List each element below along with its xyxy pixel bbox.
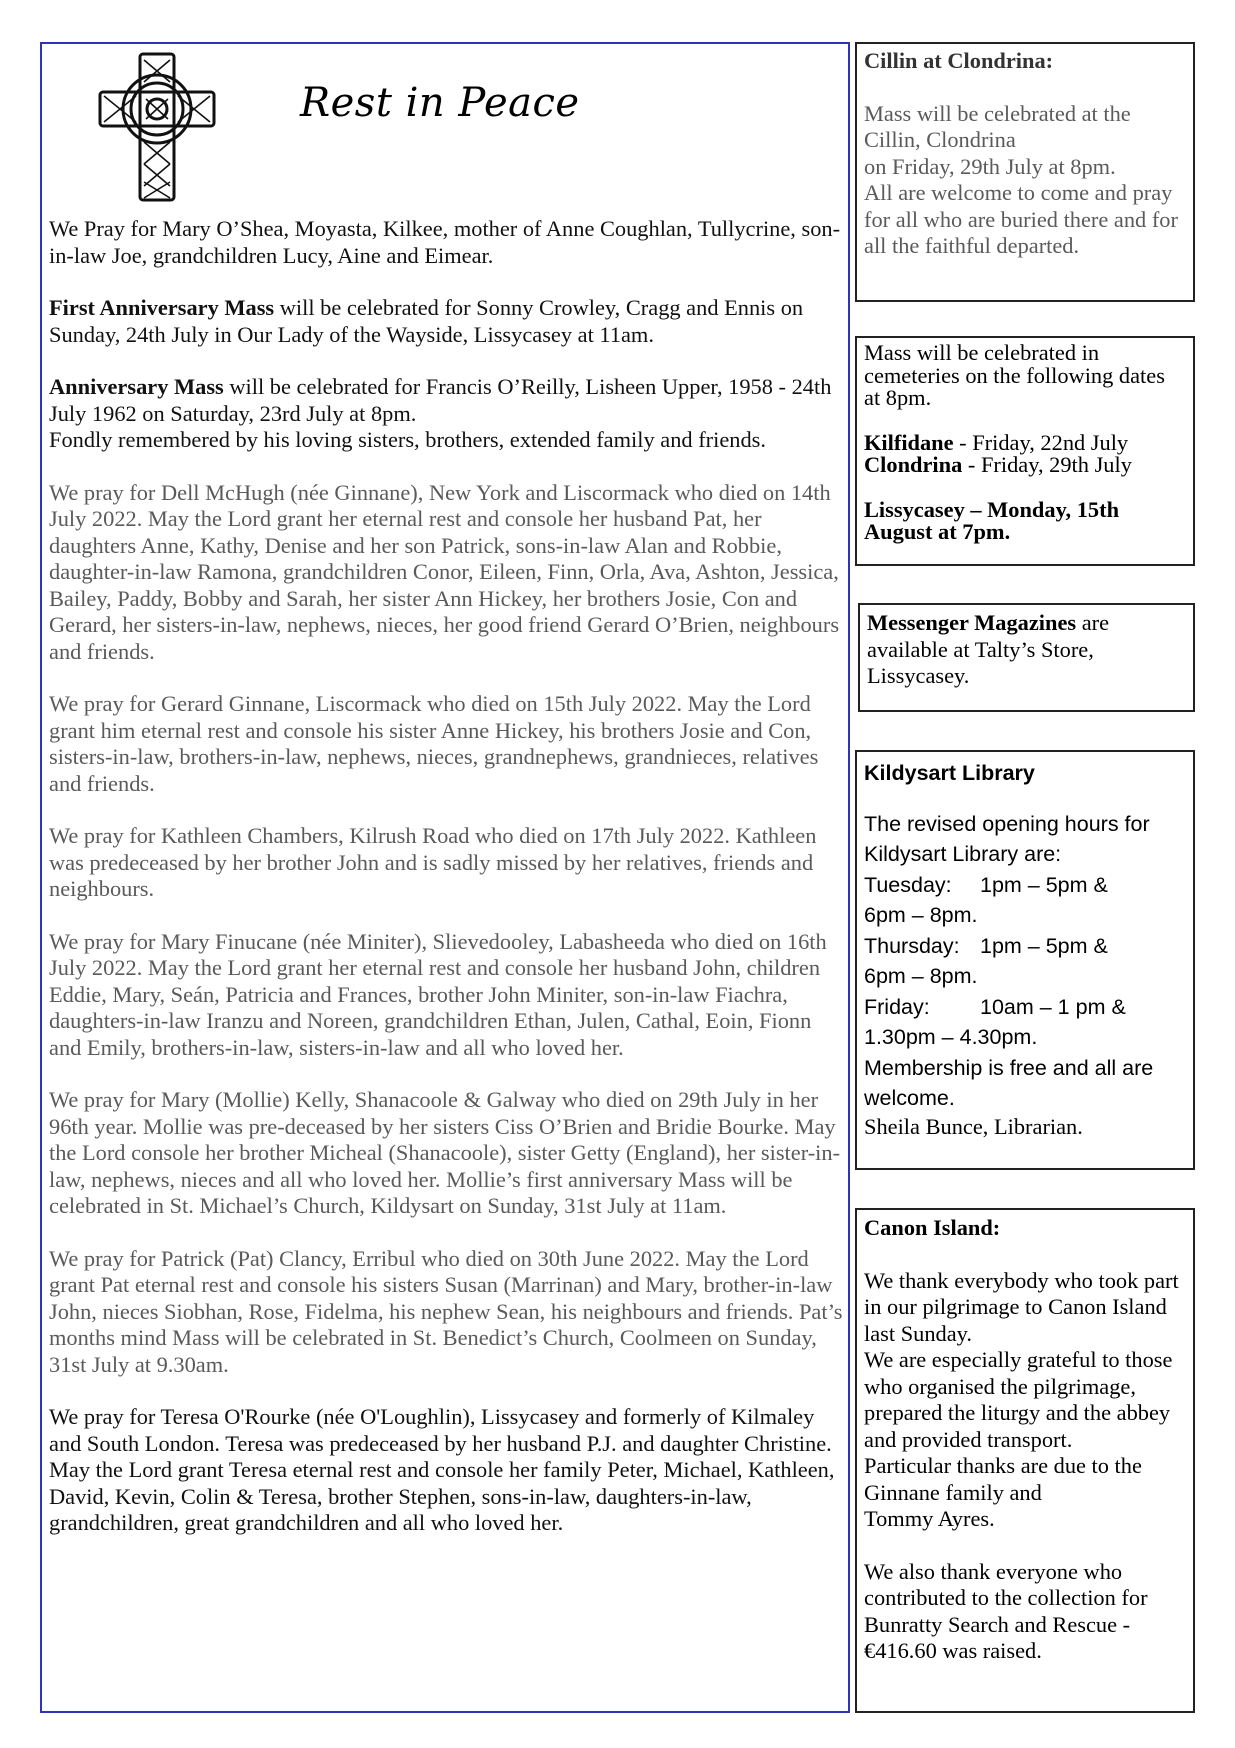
notice-mary-oshea: We Pray for Mary O’Shea, Moyasta, Kilkee, mother of Anne Coughlan, Tullycrine, son-in-law Joe, grandchildren Lucy, Aine and Eimear. (49, 216, 841, 268)
canon-island-box (855, 1208, 1195, 1713)
cemetery-date: - Friday, 22nd July (953, 429, 1129, 455)
day-label: Thursday: (864, 933, 960, 958)
notice-text: Fondly remembered by his loving sisters, brothers, extended family and friends. (49, 427, 766, 452)
cemetery-date: - Friday, 29th July (962, 452, 1132, 477)
cemetery-name: Kilfidane (864, 429, 954, 455)
library-heading: Kildysart Library (864, 761, 1035, 785)
library-membership: Membership is free and all are welcome. (864, 1055, 1154, 1110)
notice-kathleen-chambers: We pray for Kathleen Chambers, Kilrush Road who died on 17th July 2022. Kathleen was predeceased by her brother John and is sadly missed by her relatives, friends and neighbours. (49, 823, 817, 901)
library-box (855, 750, 1195, 1170)
hours: 1pm – 5pm & (980, 872, 1108, 897)
messenger-box (858, 603, 1195, 712)
cillin-text: Mass will be celebrated at the Cillin, Clondrina (864, 100, 1131, 152)
cemetery-name: Lissycasey – Monday, 15th August at 7pm. (864, 496, 1120, 544)
canon-text: We are especially grateful to those who organised the pilgrimage, prepared the liturgy and the abbey and provided transport. (864, 1347, 1173, 1452)
canon-text: We thank everybody who took part in our pilgrimage to Canon Island last Sunday. (864, 1267, 1179, 1346)
cillin-heading: Cillin at Clondrina: (864, 48, 1054, 73)
library-friday (864, 992, 1186, 1023)
cillin-text: All are welcome to come and pray for all who are buried there and for all the faithful departed. (864, 180, 1178, 258)
canon-heading: Canon Island: (864, 1215, 1001, 1240)
notice-bold: First Anniversary Mass (49, 295, 275, 320)
notice-teresa-orourke: We pray for Teresa O'Rourke (née O'Loughlin), Lissycasey and formerly of Kilmaley and South London. Teresa was predeceased by her husband P.J. and daughter Christine. May the Lord grant Teresa eternal rest and console her family Peter, Michael, Kathleen, David, Kevin, Colin & Teresa, brother Stephen, sons-in-law, daughters-in-law, grandchildren, great grandchildren and all who loved her. (49, 1404, 835, 1535)
messenger-title: Messenger Magazines (867, 610, 1077, 635)
notice-text: will be celebrated for Francis O’Reilly, Lisheen Upper, 1958 - 24th July 1962 on Saturday, 23rd July at 8pm. (49, 374, 832, 426)
messenger-info: are available at Talty’s Store, Lissycasey. (867, 610, 1110, 688)
hours: 10am – 1 pm & (980, 994, 1126, 1019)
canon-text: Particular thanks are due to the Ginnane family and (864, 1453, 1142, 1505)
canon-text: We also thank everyone who contributed to the collection for Bunratty Search and Rescue - €416.60 was raised. (864, 1558, 1148, 1663)
cemeteries-intro: Mass will be celebrated in cemeteries on the following dates at 8pm. (864, 340, 1165, 410)
library-friday-2: 1.30pm – 4.30pm. (864, 1025, 1038, 1049)
cemetery-kilfidane (864, 429, 1186, 455)
notice-first-anniversary (49, 295, 844, 348)
library-tuesday (864, 870, 1186, 901)
notices-text (49, 216, 844, 1563)
hours: 1pm – 5pm & (980, 933, 1108, 958)
notice-text: will be celebrated for Sonny Crowley, Cragg and Ennis on Sunday, 24th July in Our Lady of the Wayside, Lissycasey at 11am. (49, 295, 804, 347)
cemetery-lissycasey (864, 496, 1186, 544)
notice-bold: Anniversary Mass (49, 374, 224, 399)
cemetery-clondrina (864, 454, 1186, 477)
library-signature: Sheila Bunce, Librarian. (864, 1113, 1083, 1139)
notice-pat-clancy: We pray for Patrick (Pat) Clancy, Erribul who died on 30th June 2022. May the Lord grant Pat eternal rest and console his sisters Susan (Marrinan) and Mary, brother-in-law John, nieces Siobhan, Rose, Fidelma, his nephew Sean, his neighbours and friends. Pat’s months mind Mass will be celebrated in St. Benedict’s Church, Coolmeen on Sunday, 31st July at 9.30am. (49, 1245, 843, 1377)
canon-text: Tommy Ayres. (864, 1506, 995, 1531)
day-label: Tuesday: (864, 872, 952, 897)
notice-mollie-kelly: We pray for Mary (Mollie) Kelly, Shanacoole & Galway who died on 29th July in her 96th year. Mollie was pre-deceased by her sisters Ciss O’Brien and Bridie Bourke. May the Lord console her brother Micheal (Shanacoole), sister Getty (England), her sister-in-law, nephews, nieces and all who loved her. Mollie’s first anniversary Mass will be celebrated in St. Michael’s Church, Kildysart on Sunday, 31st July at 11am. (49, 1087, 841, 1218)
notice-dell-mchugh: We pray for Dell McHugh (née Ginnane), New York and Liscormack who died on 14th July 2022. May the Lord grant her eternal rest and console her husband Pat, her daughters Anne, Kathy, Denise and her son Patrick, sons-in-law Alan and Robbie, daughter-in-law Ramona, grandchildren Conor, Eileen, Finn, Orla, Ava, Ashton, Jessica, Bailey, Paddy, Bobby and Sarah, her sister Ann Hickey, her brothers Josie, Con and Gerard, her sisters-in-law, nephews, nieces, her good friend Gerard O’Brien, neighbours and friends. (49, 479, 840, 664)
cillin-box (855, 42, 1195, 302)
library-tuesday-2: 6pm – 8pm. (864, 903, 978, 927)
cemeteries-box (855, 336, 1195, 566)
library-thursday-2: 6pm – 8pm. (864, 964, 978, 988)
library-intro: The revised opening hours for Kildysart Library are: (864, 811, 1150, 866)
library-thursday (864, 931, 1186, 962)
celtic-cross-icon (98, 52, 216, 202)
notice-anniversary (49, 374, 844, 454)
notice-mary-finucane: We pray for Mary Finucane (née Miniter), Slievedooley, Labasheeda who died on 16th July 2022. May the Lord grant her eternal rest and console her husband John, children Eddie, Mary, Seán, Patricia and Frances, brother John Miniter, son-in-law Fiachra, daughters-in-law Iranzu and Noreen, grandchildren Ethan, Julen, Cathal, Eoin, Fionn and Emily, brothers-in-law, sisters-in-law and all who loved her. (49, 928, 827, 1060)
notice-gerard-ginnane: We pray for Gerard Ginnane, Liscormack who died on 15th July 2022. May the Lord grant him eternal rest and console his sister Anne Hickey, his brothers Josie and Con, sisters-in-law, brothers-in-law, nephews, nieces, grandnephews, grandnieces, relatives and friends. (49, 691, 819, 796)
cillin-text: on Friday, 29th July at 8pm. (864, 153, 1116, 179)
cemetery-name: Clondrina (864, 452, 963, 477)
page-title: Rest in Peace (300, 80, 580, 126)
day-label: Friday: (864, 994, 930, 1019)
messenger-text (867, 610, 1186, 690)
main-column (40, 42, 850, 1713)
